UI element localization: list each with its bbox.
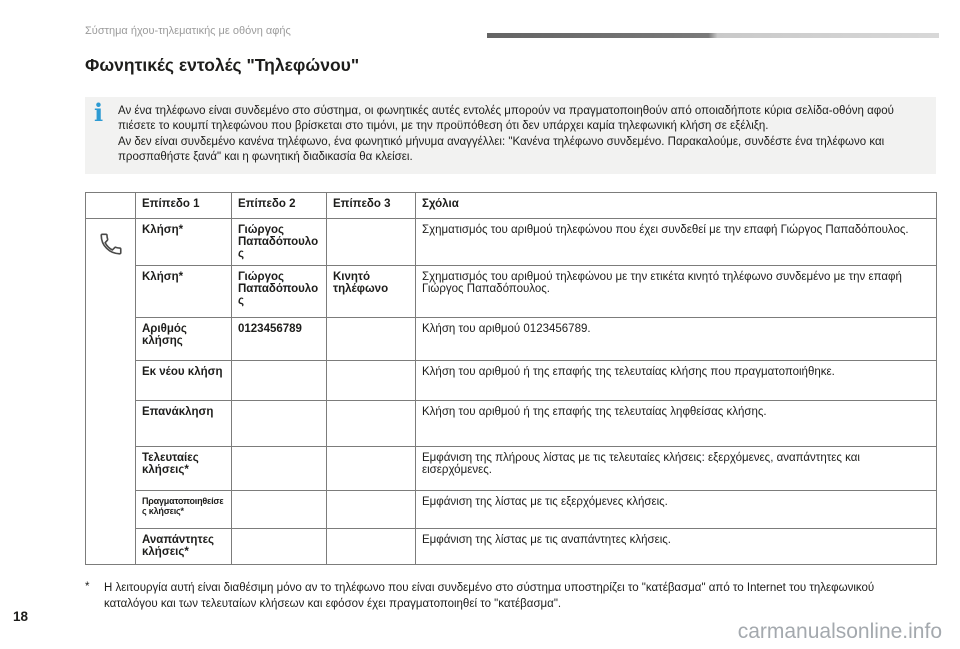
page-title: Φωνητικές εντολές "Τηλεφώνου" — [85, 55, 360, 75]
level2-cell — [232, 447, 327, 491]
comment-cell: Σχηματισμός του αριθμού τηλεφώνου που έχει συνδεθεί με την επαφή Γιώργος Παπαδόπουλος. — [416, 219, 937, 266]
table-row — [86, 266, 937, 318]
level1-cell: Πραγματοποιηθείσες κλήσεις* — [136, 491, 232, 529]
comment-cell: Εμφάνιση της πλήρους λίστας με τις τελευταίες κλήσεις: εξερχόμενες, αναπάντητες και εισερχόμενες. — [416, 447, 937, 491]
column-header-level2: Επίπεδο 2 — [232, 193, 327, 219]
info-icon: i — [94, 98, 104, 127]
level2-cell — [232, 529, 327, 565]
level2-cell: Γιώργος Παπαδόπουλος — [232, 219, 327, 266]
voice-commands-table — [85, 192, 937, 565]
level1-cell: Αναπάντητες κλήσεις* — [136, 529, 232, 565]
level2-cell: Γιώργος Παπαδόπουλος — [232, 266, 327, 318]
table-row — [86, 318, 937, 361]
header-rule — [487, 33, 939, 38]
level3-cell — [327, 491, 416, 529]
phone-icon-cell — [86, 219, 136, 565]
table-row — [86, 401, 937, 447]
comment-cell: Εμφάνιση της λίστας με τις εξερχόμενες κλήσεις. — [416, 491, 937, 529]
table-row — [86, 491, 937, 529]
page-number: 18 — [13, 609, 29, 624]
comment-cell: Εμφάνιση της λίστας με τις αναπάντητες κλήσεις. — [416, 529, 937, 565]
footnote — [85, 581, 885, 613]
comment-cell: Κλήση του αριθμού 0123456789. — [416, 318, 937, 361]
column-header-level1: Επίπεδο 1 — [136, 193, 232, 219]
level3-cell — [327, 219, 416, 266]
info-box — [85, 97, 936, 174]
table-row — [86, 219, 937, 266]
section-header: Σύστημα ήχου-τηλεματικής με οθόνη αφής — [85, 25, 291, 37]
column-header-comments: Σχόλια — [416, 193, 937, 219]
comment-cell: Σχηματισμός του αριθμού τηλεφώνου με την ετικέτα κινητό τηλέφωνο συνδεμένο με την επαφή Γιώργος Παπαδόπουλος. — [416, 266, 937, 318]
watermark: carmanualsonline.info — [737, 620, 942, 643]
table-row — [86, 361, 937, 401]
level3-cell — [327, 318, 416, 361]
comment-cell: Κλήση του αριθμού ή της επαφής της τελευταίας ληφθείσας κλήσης. — [416, 401, 937, 447]
comment-cell: Κλήση του αριθμού ή της επαφής της τελευταίας κλήσης που πραγματοποιήθηκε. — [416, 361, 937, 401]
info-paragraph-2: Αν δεν είναι συνδεμένο κανένα τηλέφωνο, ένα φωνητικό μήνυμα αναγγέλλει: "Κανένα τηλέφωνο συνδεμένο. Παρακαλούμε, συνδέστε ένα τηλέφωνο και προσπαθήστε ξανά" και η φωνητική διαδικασία θα κλείσει. — [118, 135, 885, 163]
level3-cell — [327, 447, 416, 491]
level3-cell — [327, 361, 416, 401]
level1-cell: Κλήση* — [136, 266, 232, 318]
level3-cell — [327, 529, 416, 565]
icon-column-header — [86, 193, 136, 219]
table-row — [86, 447, 937, 491]
level3-cell: Κινητό τηλέφωνο — [327, 266, 416, 318]
level1-cell: Εκ νέου κλήση — [136, 361, 232, 401]
level1-cell: Τελευταίες κλήσεις* — [136, 447, 232, 491]
info-paragraph-1: Αν ένα τηλέφωνο είναι συνδεμένο στο σύστημα, οι φωνητικές αυτές εντολές μπορούν να πραγματοποιηθούν από οποιαδήποτε κύρια σελίδα-οθόνη αφού πιέσετε το κουμπί τηλεφώνου που βρίσκεται στο τιμόνι, με την προϋπόθεση ότι δεν υπάρχει καμία τηλεφωνική κλήση σε εξέλιξη. — [118, 105, 894, 133]
column-header-level3: Επίπεδο 3 — [327, 193, 416, 219]
level2-cell — [232, 491, 327, 529]
footnote-marker: * — [85, 581, 90, 593]
table-row — [86, 529, 937, 565]
level2-cell: 0123456789 — [232, 318, 327, 361]
phone-icon — [98, 231, 124, 257]
level1-cell: Κλήση* — [136, 219, 232, 266]
level3-cell — [327, 401, 416, 447]
level1-cell: Αριθμός κλήσης — [136, 318, 232, 361]
level1-cell: Επανάκληση — [136, 401, 232, 447]
level2-cell — [232, 401, 327, 447]
table-header-row — [86, 193, 937, 219]
level2-cell — [232, 361, 327, 401]
footnote-text: Η λειτουργία αυτή είναι διαθέσιμη μόνο αν το τηλέφωνο που είναι συνδεμένο στο σύστημα υποστηρίζει το "κατέβασμα" από το Internet του τηλεφωνικού καταλόγου και των τελευταίων κλήσεων και εφόσον έχει πραγματοποιηθεί το "κατέβασμα". — [104, 582, 875, 610]
